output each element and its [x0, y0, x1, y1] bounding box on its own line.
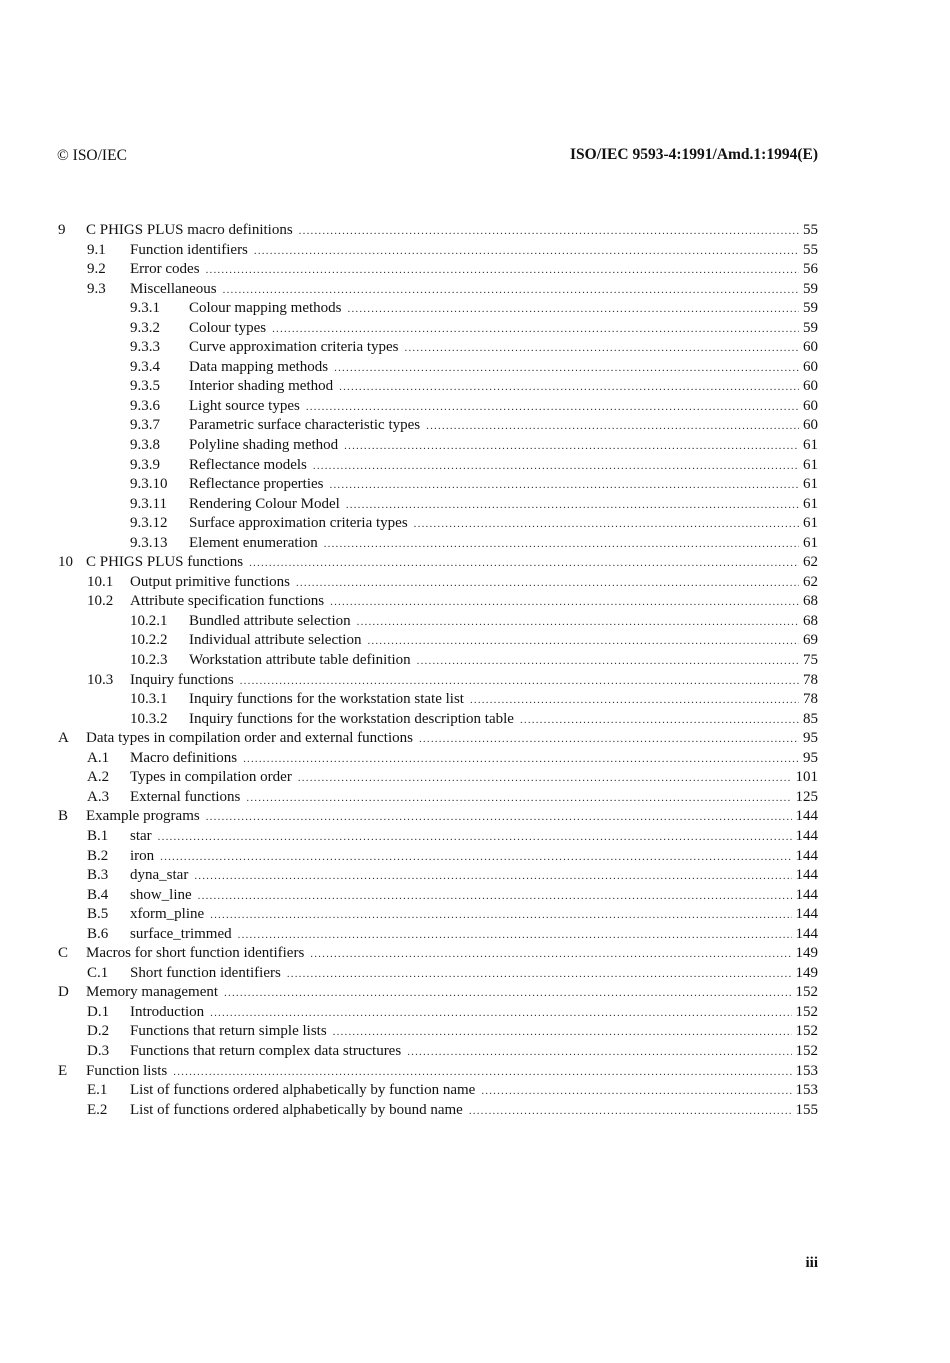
toc-entry-page: 95 [803, 730, 818, 747]
toc-entry-page: 144 [795, 886, 818, 903]
toc-entry-page: 56 [803, 261, 818, 278]
toc-entry-number: A.3 [87, 788, 110, 805]
toc-entry-number: 9.3.3 [130, 339, 160, 356]
toc-entry-page: 78 [803, 691, 818, 708]
toc-entry [58, 475, 818, 495]
toc-entry-title: show_line [130, 886, 192, 903]
toc-entry-page: 101 [795, 769, 818, 786]
toc-entry-title: xform_pline [130, 906, 205, 923]
toc-entry-page: 152 [795, 1042, 818, 1059]
toc-entry-page: 61 [803, 515, 818, 532]
toc-entry-title: Short function identifiers [130, 964, 281, 981]
dot-leader [407, 1043, 791, 1063]
dot-leader [405, 339, 799, 359]
toc-entry-number: 10.3.2 [130, 710, 168, 727]
toc-entry-number: A.1 [87, 749, 110, 766]
dot-leader [339, 378, 799, 398]
dot-leader [272, 320, 799, 340]
toc-entry-title: Data mapping methods [189, 358, 329, 375]
toc-entry-title: Curve approximation criteria types [189, 339, 399, 356]
toc-entry-page: 149 [795, 945, 818, 962]
toc-entry-page: 59 [803, 280, 818, 297]
toc-entry [58, 807, 818, 827]
toc-entry-title: Inquiry functions [130, 671, 234, 688]
dot-leader [313, 457, 799, 477]
header-standard-id: ISO/IEC 9593-4:1991/Amd.1:1994(E) [569, 146, 818, 163]
toc-entry-page: 149 [795, 964, 818, 981]
toc-entry-page: 144 [795, 827, 818, 844]
toc-entry [58, 710, 818, 730]
toc-entry [58, 983, 818, 1003]
toc-entry [58, 514, 818, 534]
toc-entry-title: Polyline shading method [189, 437, 339, 454]
toc-entry-number: A [58, 730, 69, 747]
toc-entry-title: Surface approximation criteria types [189, 515, 408, 532]
toc-entry-page: 59 [803, 300, 818, 317]
toc-entry-number: B.5 [87, 906, 109, 923]
toc-entry-title: Miscellaneous [130, 280, 217, 297]
toc-entry [58, 886, 818, 906]
toc-entry-title: Example programs [86, 808, 200, 825]
toc-entry-title: External functions [130, 788, 241, 805]
dot-leader [414, 515, 799, 535]
toc-entry-page: 61 [803, 456, 818, 473]
toc-entry-title: Inquiry functions for the workstation description table [189, 710, 514, 727]
toc-entry-number: 9.3.10 [130, 476, 168, 493]
toc-entry-number: B.3 [87, 867, 109, 884]
dot-leader [173, 1063, 791, 1083]
toc-entry [58, 1042, 818, 1062]
toc-entry-title: Function lists [86, 1062, 168, 1079]
toc-entry-page: 144 [795, 925, 818, 942]
toc-entry-page: 60 [803, 378, 818, 395]
toc-entry-number: 9.3.12 [130, 515, 168, 532]
toc-entry-number: B.2 [87, 847, 109, 864]
toc-entry [58, 651, 818, 671]
dot-leader [417, 652, 799, 672]
dot-leader [469, 1102, 792, 1122]
toc-entry [58, 671, 818, 691]
toc-entry-page: 60 [803, 397, 818, 414]
toc-entry [58, 221, 818, 241]
toc-entry-page: 153 [795, 1062, 818, 1079]
toc-entry [58, 768, 818, 788]
toc-entry-number: 9.3.13 [130, 534, 168, 551]
toc-entry-number: 9.3.1 [130, 300, 160, 317]
table-of-contents [58, 221, 818, 1120]
toc-entry [58, 749, 818, 769]
toc-entry-number: 10.3 [87, 671, 114, 688]
toc-entry [58, 553, 818, 573]
toc-entry-page: 144 [795, 808, 818, 825]
toc-entry [58, 788, 818, 808]
toc-entry-title: Types in compilation order [130, 769, 292, 786]
toc-entry-title: star [130, 827, 152, 844]
toc-entry [58, 729, 818, 749]
toc-entry-page: 59 [803, 319, 818, 336]
toc-entry [58, 964, 818, 984]
toc-entry-title: Reflectance properties [189, 476, 324, 493]
toc-entry-page: 75 [803, 652, 818, 669]
toc-entry-title: Output primitive functions [130, 573, 290, 590]
toc-entry-number: 10.3.1 [130, 691, 168, 708]
toc-entry-title: Functions that return complex data structures [130, 1042, 402, 1059]
toc-entry-title: Interior shading method [189, 378, 334, 395]
toc-entry [58, 690, 818, 710]
toc-entry-page: 95 [803, 749, 818, 766]
toc-entry-title: Function identifiers [130, 241, 248, 258]
toc-entry [58, 299, 818, 319]
dot-leader [333, 1023, 792, 1043]
toc-entry-number: 9.1 [87, 241, 106, 258]
toc-entry-number: 9.3.6 [130, 397, 160, 414]
toc-entry-number: 9.3.2 [130, 319, 160, 336]
toc-entry [58, 534, 818, 554]
toc-entry-number: D.2 [87, 1023, 110, 1040]
toc-entry-number: 9.3.11 [130, 495, 167, 512]
toc-entry-title: iron [130, 847, 155, 864]
dot-leader [194, 867, 791, 887]
toc-entry [58, 1101, 818, 1121]
toc-entry-number: E.1 [87, 1082, 108, 1099]
dot-leader [346, 496, 799, 516]
dot-leader [206, 261, 799, 281]
dot-leader [246, 789, 791, 809]
toc-entry-number: A.2 [87, 769, 110, 786]
toc-entry [58, 319, 818, 339]
dot-leader [240, 672, 799, 692]
toc-entry [58, 1062, 818, 1082]
toc-entry-number: 10.1 [87, 573, 114, 590]
toc-entry-title: Colour types [189, 319, 267, 336]
toc-entry [58, 260, 818, 280]
toc-entry-number: E.2 [87, 1101, 108, 1118]
dot-leader [481, 1082, 791, 1102]
dot-leader [299, 222, 799, 242]
toc-entry [58, 456, 818, 476]
dot-leader [310, 945, 791, 965]
dot-leader [298, 769, 792, 789]
dot-leader [223, 281, 799, 301]
toc-entry [58, 827, 818, 847]
toc-entry-number: 9.3.7 [130, 417, 160, 434]
dot-leader [348, 300, 800, 320]
toc-entry-page: 55 [803, 241, 818, 258]
toc-entry-page: 60 [803, 358, 818, 375]
toc-entry-title: Macro definitions [130, 749, 238, 766]
toc-entry-title: Parametric surface characteristic types [189, 417, 421, 434]
dot-leader [330, 476, 799, 496]
toc-entry [58, 847, 818, 867]
toc-entry [58, 436, 818, 456]
dot-leader [367, 632, 799, 652]
toc-entry-number: 9.3.8 [130, 437, 160, 454]
dot-leader [330, 593, 799, 613]
toc-entry-number: 9.3.9 [130, 456, 160, 473]
dot-leader [324, 535, 799, 555]
dot-leader [249, 554, 799, 574]
toc-entry-number: 10.2.3 [130, 652, 168, 669]
page-number: iii [805, 1255, 818, 1271]
toc-entry-title: Bundled attribute selection [189, 612, 351, 629]
toc-entry-number: 10.2.2 [130, 632, 168, 649]
toc-entry-page: 61 [803, 437, 818, 454]
toc-entry-title: Error codes [130, 261, 200, 278]
toc-entry [58, 1003, 818, 1023]
toc-entry-number: 9.3.5 [130, 378, 160, 395]
toc-entry-title: Attribute specification functions [130, 593, 325, 610]
toc-entry [58, 495, 818, 515]
toc-entry-title: surface_trimmed [130, 925, 232, 942]
dot-leader [198, 887, 792, 907]
toc-entry-page: 68 [803, 593, 818, 610]
toc-entry-page: 144 [795, 847, 818, 864]
toc-entry-page: 144 [795, 906, 818, 923]
toc-entry-page: 68 [803, 612, 818, 629]
dot-leader [238, 926, 792, 946]
toc-entry [58, 612, 818, 632]
toc-entry-title: Introduction [130, 1003, 205, 1020]
toc-entry-title: C PHIGS PLUS macro definitions [86, 222, 293, 238]
dot-leader [243, 750, 799, 770]
toc-entry [58, 1022, 818, 1042]
toc-entry [58, 397, 818, 417]
toc-entry [58, 925, 818, 945]
toc-entry-page: 62 [803, 573, 818, 590]
dot-leader [344, 437, 799, 457]
header-copyright: © ISO/IEC [57, 147, 127, 164]
toc-entry-title: List of functions ordered alphabetically by function name [130, 1082, 476, 1099]
toc-entry-title: Element enumeration [189, 534, 318, 551]
toc-entry-number: D.3 [87, 1042, 110, 1059]
toc-entry-number: B.4 [87, 886, 109, 903]
toc-entry-page: 60 [803, 339, 818, 356]
toc-entry-page: 144 [795, 867, 818, 884]
toc-entry-number: D.1 [87, 1003, 110, 1020]
dot-leader [210, 1004, 791, 1024]
toc-entry-number: E [58, 1062, 68, 1079]
toc-entry-title: Light source types [189, 397, 300, 414]
toc-entry-page: 152 [795, 984, 818, 1001]
toc-entry [58, 416, 818, 436]
toc-entry-title: C PHIGS PLUS functions [86, 554, 244, 571]
toc-entry-page: 153 [795, 1082, 818, 1099]
toc-entry-title: Individual attribute selection [189, 632, 362, 649]
dot-leader [254, 242, 799, 262]
toc-entry [58, 280, 818, 300]
dot-leader [296, 574, 799, 594]
toc-entry-title: dyna_star [130, 867, 189, 884]
toc-entry-title: Inquiry functions for the workstation state list [189, 691, 464, 708]
dot-leader [470, 691, 799, 711]
toc-entry-page: 78 [803, 671, 818, 688]
dot-leader [224, 984, 791, 1004]
toc-entry-number: D [58, 984, 69, 1001]
toc-entry [58, 1081, 818, 1101]
dot-leader [520, 711, 799, 731]
toc-entry-title: Rendering Colour Model [189, 495, 340, 512]
toc-entry-number: B [58, 808, 69, 825]
dot-leader [357, 613, 799, 633]
toc-entry-number: C [58, 945, 69, 962]
toc-entry-page: 61 [803, 534, 818, 551]
toc-entry-page: 85 [803, 710, 818, 727]
toc-entry [58, 866, 818, 886]
toc-entry-number: 10.2 [87, 593, 114, 610]
toc-entry-title: Data types in compilation order and external functions [86, 730, 413, 747]
toc-entry-title: Workstation attribute table definition [189, 652, 411, 669]
toc-entry-number: 10.2.1 [130, 612, 168, 629]
dot-leader [306, 398, 799, 418]
toc-entry-title: Colour mapping methods [189, 300, 342, 317]
toc-entry-page: 152 [795, 1003, 818, 1020]
toc-entry-page: 60 [803, 417, 818, 434]
toc-entry-title: List of functions ordered alphabetically by bound name [130, 1101, 463, 1118]
toc-entry-number: 9.2 [87, 261, 106, 278]
toc-entry-page: 55 [803, 222, 818, 238]
dot-leader [334, 359, 799, 379]
toc-entry-number: B.6 [87, 925, 109, 942]
toc-entry [58, 358, 818, 378]
toc-entry [58, 338, 818, 358]
dot-leader [419, 730, 799, 750]
toc-entry-title: Memory management [86, 984, 219, 1001]
toc-entry-title: Functions that return simple lists [130, 1023, 327, 1040]
toc-entry-page: 152 [795, 1023, 818, 1040]
toc-entry-page: 69 [803, 632, 818, 649]
toc-entry-number: 9.3 [87, 280, 106, 297]
toc-entry-number: 9.3.4 [130, 358, 160, 375]
toc-entry [58, 592, 818, 612]
toc-entry [58, 905, 818, 925]
toc-entry-title: Macros for short function identifiers [86, 945, 305, 962]
toc-entry-title: Reflectance models [189, 456, 307, 473]
toc-entry-page: 155 [795, 1101, 818, 1118]
dot-leader [158, 828, 792, 848]
toc-entry-number: 9 [58, 222, 66, 238]
toc-entry [58, 944, 818, 964]
toc-entry-number: B.1 [87, 827, 109, 844]
toc-entry-page: 125 [795, 788, 818, 805]
toc-entry [58, 241, 818, 261]
toc-entry-page: 61 [803, 495, 818, 512]
dot-leader [206, 808, 792, 828]
toc-entry [58, 377, 818, 397]
toc-entry [58, 631, 818, 651]
toc-entry [58, 573, 818, 593]
toc-entry-page: 62 [803, 554, 818, 571]
toc-entry-page: 61 [803, 476, 818, 493]
dot-leader [160, 848, 791, 868]
dot-leader [426, 417, 799, 437]
dot-leader [210, 906, 791, 926]
dot-leader [287, 965, 792, 985]
toc-entry-number: C.1 [87, 964, 109, 981]
toc-entry-number: 10 [58, 554, 73, 571]
